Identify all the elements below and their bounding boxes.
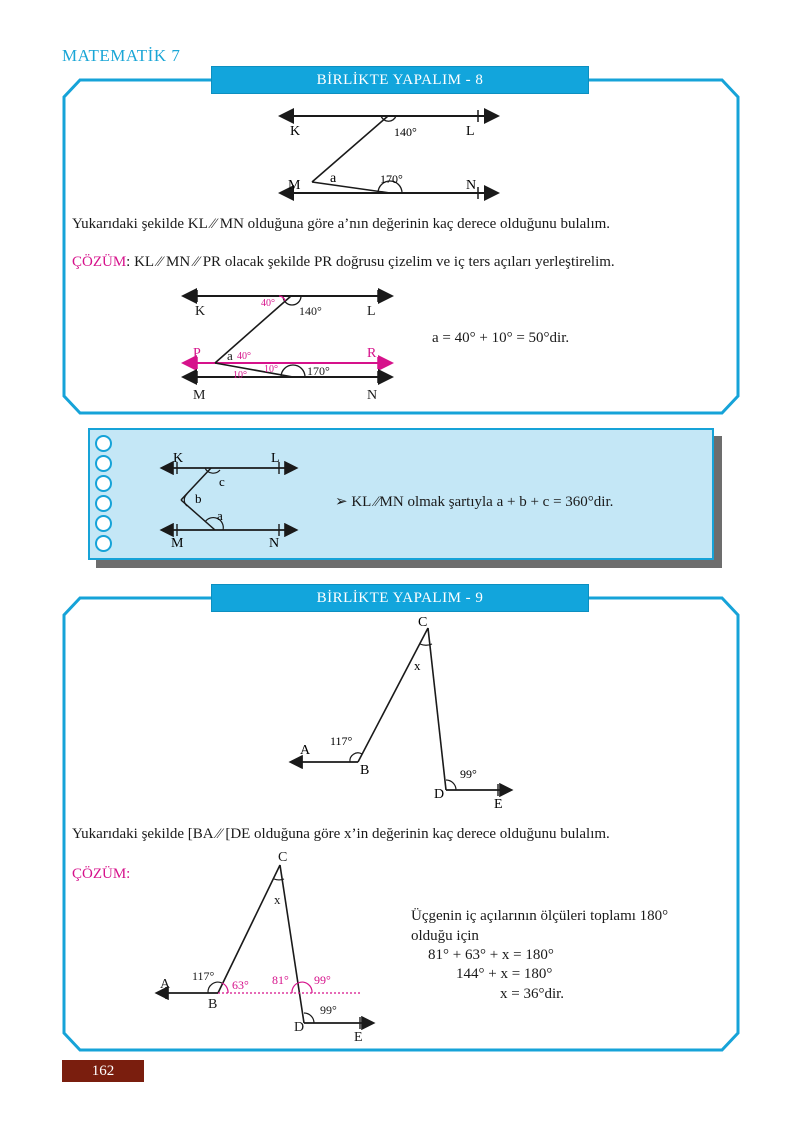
- fig2-label-M: M: [193, 388, 206, 403]
- ring-icon: [95, 475, 112, 492]
- fig1-angle-140: 140°: [394, 125, 417, 139]
- fig2-angle-top40: 40°: [261, 298, 275, 309]
- fig2-label-K: K: [195, 304, 206, 319]
- section-8-result: a = 40° + 10° = 50°dir.: [432, 330, 570, 346]
- fig9-label-C: C: [418, 615, 428, 630]
- fig2-angle-a40: 40°: [237, 351, 251, 362]
- fig2-angle-140: 140°: [299, 304, 322, 318]
- fig2-label-R: R: [367, 346, 377, 361]
- section-8-question: Yukarıdaki şekilde KL ⁄⁄ MN olduğuna göre a’nın değerinin kaç derece olduğunu bulalım.: [72, 216, 611, 232]
- fig2-angle-10a: 10°: [264, 364, 278, 375]
- note-figure: [155, 448, 305, 550]
- fig1-label-L: L: [466, 124, 475, 139]
- section-8-title: BİRLİKTE YAPALIM - 8: [212, 67, 588, 93]
- solution-line-4: 144° + x = 180°: [456, 966, 553, 982]
- solution-line-2: olduğu için: [411, 928, 479, 944]
- section-9-figure-2: [150, 845, 380, 1045]
- section-8-solution: [72, 252, 615, 272]
- fig1-angle-170: 170°: [380, 172, 403, 186]
- fig9-angle-117: 117°: [330, 734, 353, 748]
- fig9b-label-A: A: [160, 977, 171, 992]
- fig1-label-N: N: [466, 178, 477, 193]
- fig9b-label-E: E: [354, 1030, 363, 1045]
- fig9b-label-D: D: [294, 1020, 305, 1035]
- ring-icon: [95, 435, 112, 452]
- fig9b-label-C: C: [278, 850, 288, 865]
- fig2-label-P: P: [193, 346, 201, 361]
- fig9-label-A: A: [300, 743, 311, 758]
- solution-line-1: Üçgenin iç açılarının ölçüleri toplamı 180°: [411, 908, 669, 924]
- rule-statement: KL ⁄⁄MN olmak şartıyla a + b + c = 360°dir.: [351, 494, 614, 510]
- fig9b-label-B: B: [208, 997, 218, 1012]
- fig9-label-B: B: [360, 763, 370, 778]
- fig1-label-a: a: [330, 171, 337, 186]
- fig9-label-x: x: [414, 658, 421, 673]
- fig1-label-M: M: [288, 178, 301, 193]
- solution-text: : KL ⁄⁄ MN ⁄⁄ PR olacak şekilde PR doğrusu çizelim ve iç ters açıları yerleştirelim.: [126, 254, 615, 270]
- fig9b-angle-81: 81°: [272, 973, 289, 987]
- note-label-L: L: [271, 451, 280, 466]
- solution-label: ÇÖZÜM: [72, 254, 127, 270]
- note-label-M: M: [171, 536, 184, 550]
- note-label-K: K: [173, 451, 184, 466]
- section-9-figure-1: [280, 610, 530, 810]
- fig2-angle-170: 170°: [307, 364, 330, 378]
- fig9-label-D: D: [434, 787, 445, 802]
- fig2-label-a: a: [227, 348, 233, 363]
- fig9b-angle-99: 99°: [314, 973, 331, 987]
- ring-icon: [95, 455, 112, 472]
- fig1-label-K: K: [290, 124, 301, 139]
- section-8-figure-2: [175, 283, 405, 405]
- section-8-figure-1: [270, 100, 510, 204]
- fig9-label-E: E: [494, 797, 503, 810]
- note-label-b: b: [195, 491, 202, 506]
- solution-line-3: 81° + 63° + x = 180°: [428, 947, 554, 963]
- fig9b-angle-117: 117°: [192, 969, 215, 983]
- section-9-solution-label: ÇÖZÜM:: [72, 866, 131, 882]
- note-label-N: N: [269, 536, 280, 550]
- solution-line-5: x = 36°dir.: [500, 986, 565, 1002]
- fig9b-label-x: x: [274, 892, 281, 907]
- fig9-angle-99: 99°: [460, 767, 477, 781]
- page-number: 162: [62, 1060, 144, 1082]
- section-9-title: BİRLİKTE YAPALIM - 9: [212, 585, 588, 611]
- rule-text: [335, 492, 613, 512]
- page-header: MATEMATİK 7: [62, 46, 181, 65]
- ring-icon: [95, 495, 112, 512]
- note-label-a: a: [217, 508, 223, 523]
- fig2-label-L: L: [367, 304, 376, 319]
- note-label-c: c: [219, 474, 225, 489]
- ring-icon: [95, 535, 112, 552]
- fig9b-angle-63: 63°: [232, 978, 249, 992]
- fig9b-angle-99-bottom: 99°: [320, 1003, 337, 1017]
- ring-icon: [95, 515, 112, 532]
- fig2-label-N: N: [367, 388, 378, 403]
- fig2-angle-10b: 10°: [233, 370, 247, 381]
- arrow-bullet-icon: ➢: [335, 494, 348, 510]
- section-9-question: Yukarıdaki şekilde [BA ⁄⁄ [DE olduğuna göre x’in değerinin kaç derece olduğunu bulalım.: [72, 826, 610, 842]
